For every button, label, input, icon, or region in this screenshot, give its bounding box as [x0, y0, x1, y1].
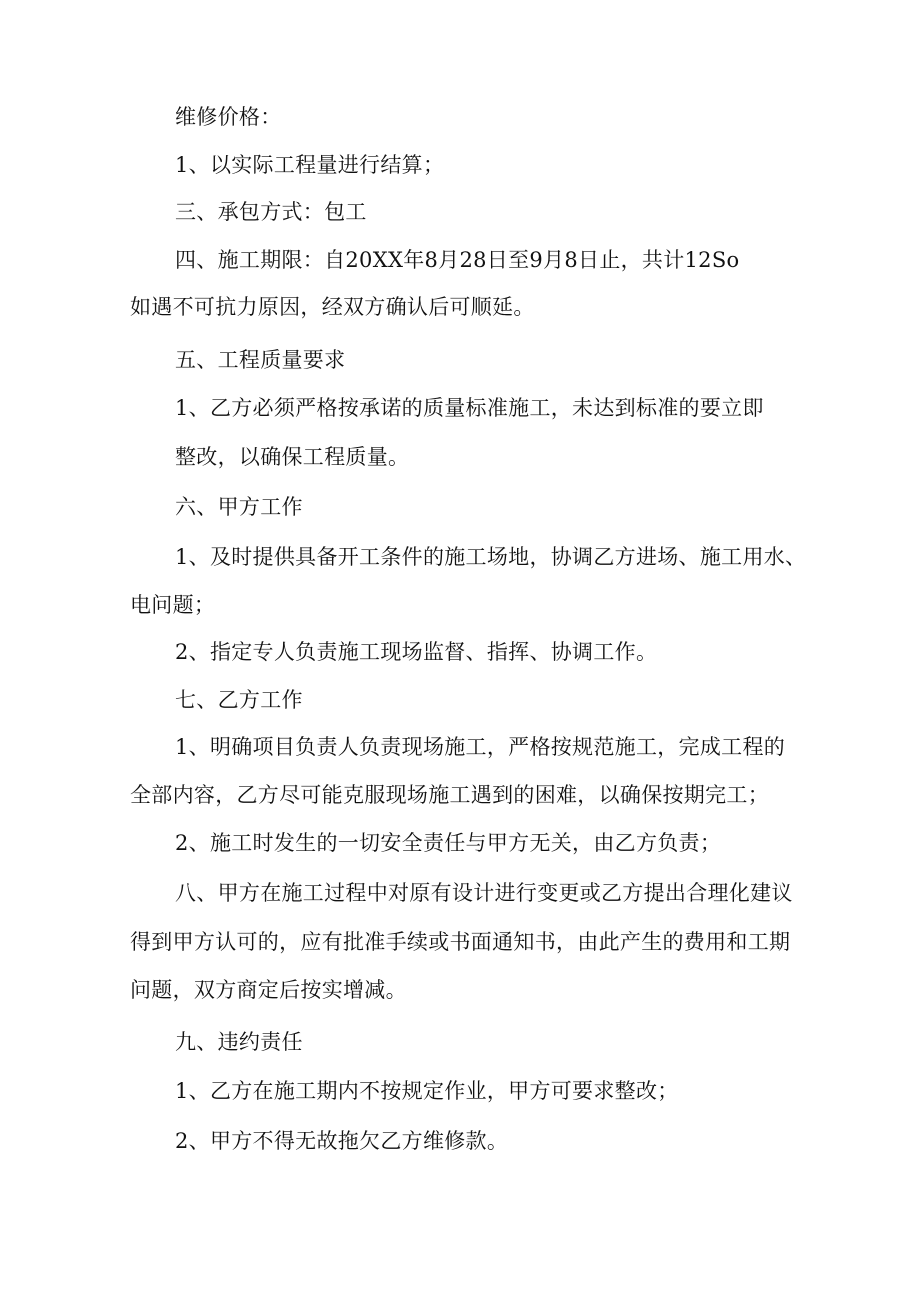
section-heading: 七、乙方工作 — [175, 688, 303, 712]
paragraph: 全部内容，乙方尽可能克服现场施工遇到的困难，以确保按期完工； — [130, 783, 769, 807]
section-heading: 三、承包方式：包工 — [175, 200, 367, 224]
paragraph: 1、及时提供具备开工条件的施工场地，协调乙方进场、施工用水、 — [175, 545, 807, 569]
section-heading: 八、甲方在施工过程中对原有设计进行变更或乙方提出合理化建议 — [175, 881, 793, 905]
paragraph: 1、乙方在施工期内不按规定作业，甲方可要求整改； — [175, 1079, 679, 1103]
paragraph: 1、乙方必须严格按承诺的质量标准施工，未达到标准的要立即 — [175, 396, 764, 420]
section-heading: 六、甲方工作 — [175, 495, 303, 519]
paragraph: 1、以实际工程量进行结算； — [175, 153, 445, 177]
section-repair-price: 维修价格： — [175, 105, 282, 129]
paragraph: 2、施工时发生的一切安全责任与甲方无关，由乙方负责； — [175, 831, 722, 855]
paragraph: 如遇不可抗力原因，经双方确认后可顺延。 — [130, 295, 535, 319]
paragraph: 2、指定专人负责施工现场监督、指挥、协调工作。 — [175, 640, 658, 664]
paragraph: 得到甲方认可的，应有批准手续或书面通知书，由此产生的费用和工期 — [130, 930, 791, 954]
paragraph: 1、明确项目负责人负责现场施工，严格按规范施工，完成工程的 — [175, 735, 786, 759]
section-heading: 九、违约责任 — [175, 1030, 303, 1054]
section-heading: 五、工程质量要求 — [175, 348, 346, 372]
section-heading: 四、施工期限：自20XX年8月28日至9月8日止，共计12So — [175, 248, 740, 272]
paragraph: 整改，以确保工程质量。 — [175, 445, 410, 469]
paragraph: 2、甲方不得无故拖欠乙方维修款。 — [175, 1129, 509, 1153]
paragraph: 问题，双方商定后按实增减。 — [130, 978, 407, 1002]
paragraph: 电问题； — [130, 593, 216, 617]
